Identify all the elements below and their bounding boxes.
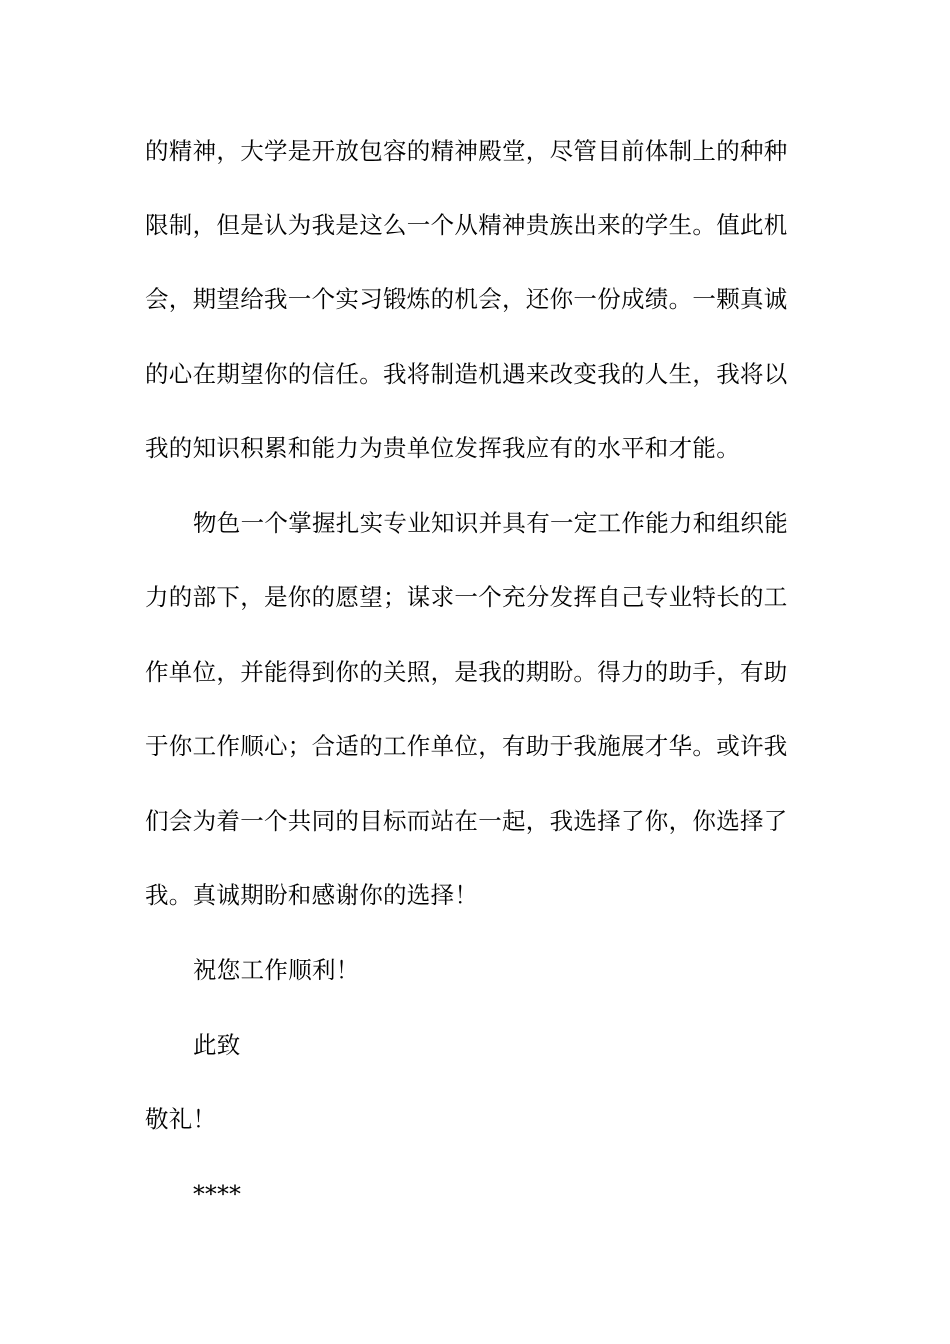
paragraph-line: 限制，但是认为我是这么一个从精神贵族出来的学生。值此机 (145, 211, 788, 239)
paragraph-line: 们会为着一个共同的目标而站在一起，我选择了你，你选择了 (145, 807, 788, 835)
signature-line: **** (193, 1180, 242, 1208)
paragraph-line: 物色一个掌握扎实专业知识并具有一定工作能力和组织能 (193, 509, 788, 537)
wish-line: 祝您工作顺利！ (193, 956, 360, 984)
closing-line: 此致 (193, 1031, 241, 1059)
salutation-line: 敬礼！ (145, 1105, 217, 1133)
paragraph-line: 会，期望给我一个实习锻炼的机会，还你一份成绩。一颗真诚 (145, 285, 788, 313)
paragraph-line: 的心在期望你的信任。我将制造机遇来改变我的人生，我将以 (145, 360, 788, 388)
paragraph-line: 我。真诚期盼和感谢你的选择！ (145, 881, 479, 909)
paragraph-line: 力的部下，是你的愿望；谋求一个充分发挥自己专业特长的工 (145, 583, 788, 611)
paragraph-line: 作单位，并能得到你的关照，是我的期盼。得力的助手，有助 (145, 658, 788, 686)
paragraph-line: 于你工作顺心；合适的工作单位，有助于我施展才华。或许我 (145, 732, 788, 760)
paragraph-line: 的精神，大学是开放包容的精神殿堂，尽管目前体制上的种种 (145, 137, 788, 165)
paragraph-line: 我的知识积累和能力为贵单位发挥我应有的水平和才能。 (145, 434, 740, 462)
